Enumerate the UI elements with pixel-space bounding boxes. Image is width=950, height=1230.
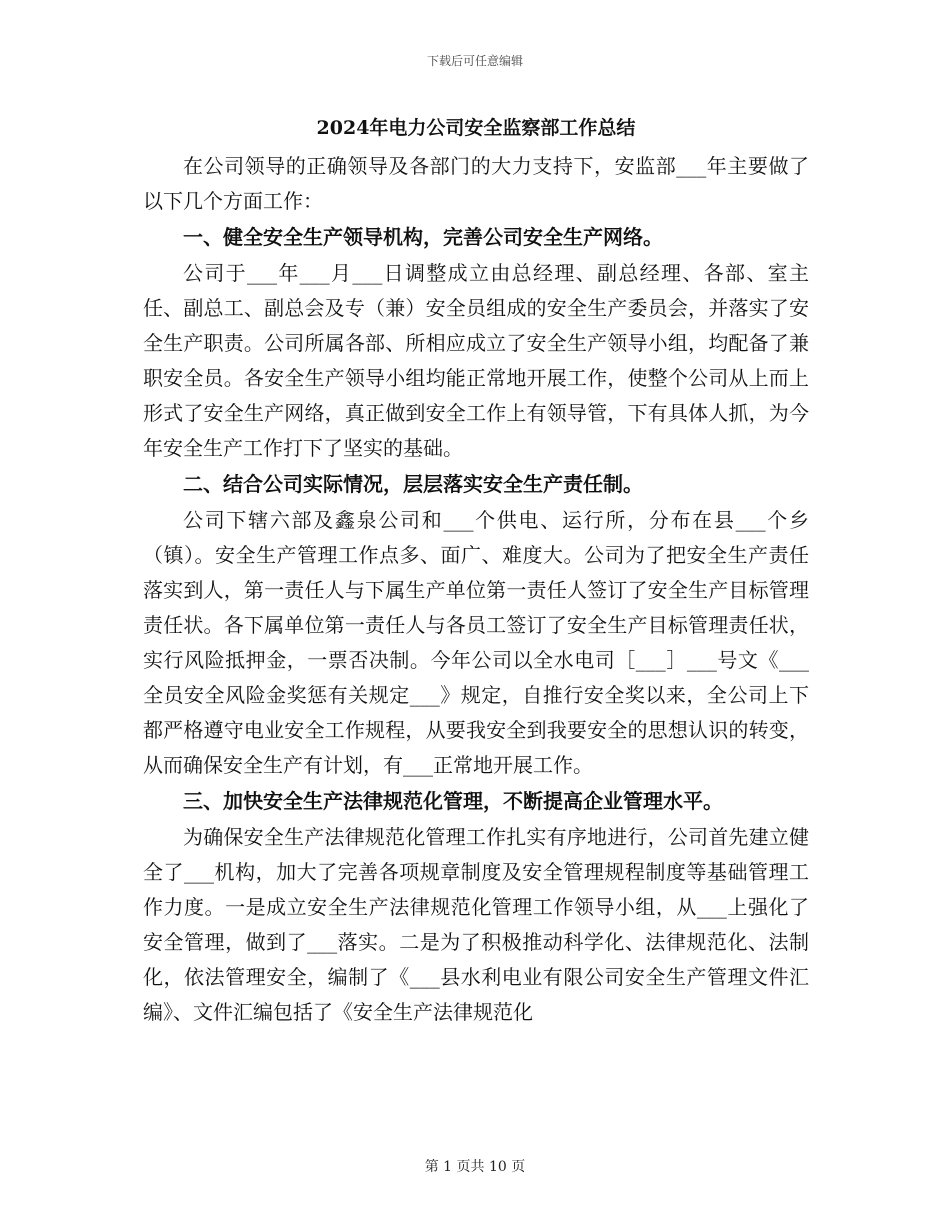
- section-heading: 二、结合公司实际情况，层层落实安全生产责任制。: [183, 472, 643, 496]
- section-paragraph: 公司于___年___月___日调整成立由总经理、副总经理、各部、室主任、副总工、副总会及专（兼）安全员组成的安全生产委员会，并落实了安全生产职责。公司所属各部、所相应成立了安全生产领导小组，均配备了兼职安全员。各安全生产领导小组均能正常地开展工作，使整个公司从上而上形式了安全生产网络，真正做到安全工作上有领导管，下有具体人抓，为今年安全生产工作打下了坚实的基础。: [143, 261, 809, 460]
- section-paragraph: 为确保安全生产法律规范化管理工作扎实有序地进行，公司首先建立健全了___机构，加大了完善各项规章制度及安全管理规程制度等基础管理工作力度。一是成立安全生产法律规范化管理工作领导小组，从___上强化了安全管理，做到了___落实。二是为了积极推动科学化、法律规范化、法制化，依法管理安全，编制了《___县水利电业有限公司安全生产管理文件汇编》、文件汇编包括了《安全生产法律规范化: [143, 825, 809, 1024]
- section-heading: 三、加快安全生产法律规范化管理，不断提高企业管理水平。: [183, 789, 723, 813]
- page-number: 第 1 页共 10 页: [424, 1159, 526, 1175]
- section-heading: 一、健全安全生产领导机构，完善公司安全生产网络。: [183, 225, 663, 249]
- download-note: 下载后可任意编辑: [426, 54, 523, 68]
- section-paragraph: 公司下辖六部及鑫泉公司和___个供电、运行所，分布在县___个乡（镇）。安全生产管理工作点多、面广、难度大。公司为了把安全生产责任落实到人，第一责任人与下属生产单位第一责任人签订了安全生产目标管理责任状。各下属单位第一责任人与各员工签订了安全生产目标管理责任状，实行风险抵押金，一票否决制。今年公司以全水电司［___］___号文《___全员安全风险金奖惩有关规定___》规定，自推行安全奖以来，全公司上下都严格遵守电业安全工作规程，从要我安全到我要安全的思想认识的转变，从而确保安全生产有计划，有___正常地开展工作。: [143, 508, 809, 777]
- intro-paragraph: 在公司领导的正确领导及各部门的大力支持下，安监部___年主要做了以下几个方面工作：: [143, 154, 809, 213]
- document-body: [143, 110, 809, 1030]
- document-title: 2024年电力公司安全监察部工作总结: [316, 117, 636, 139]
